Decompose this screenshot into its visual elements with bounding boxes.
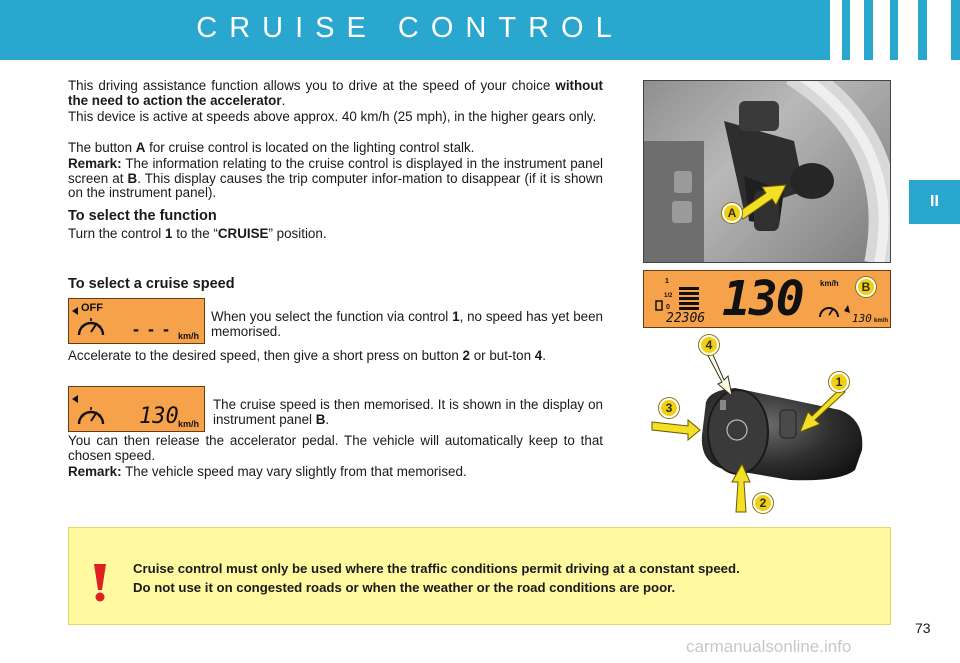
panel-main-speed: 130 xyxy=(722,271,803,327)
speed-text-2 xyxy=(68,349,603,364)
section-heading: To select a cruise speed xyxy=(68,276,235,292)
intro-paragraph-3 xyxy=(68,141,603,156)
steering-column-photo xyxy=(643,80,891,263)
instrument-panel-display xyxy=(643,270,891,328)
body-text: ” position. xyxy=(268,226,327,241)
no-speed-dashes: - - - xyxy=(133,319,171,339)
display-memorised-panel xyxy=(68,386,205,432)
odometer: 22306 xyxy=(666,311,706,326)
body-emphasis: 4 xyxy=(534,348,543,363)
header-stripe xyxy=(927,0,951,60)
body-emphasis: CRUISE xyxy=(217,226,269,241)
body-text: The cruise speed is then memorised. It is shown in the display on instrument panel xyxy=(213,397,603,427)
intro-text: The button xyxy=(68,140,136,155)
fuel-label-empty: 0 xyxy=(666,304,670,311)
intro-text: for cruise control is located on the lighting control stalk. xyxy=(145,140,475,155)
callout-4: 4 xyxy=(699,335,719,355)
body-text: Turn the control xyxy=(68,226,166,241)
speed-text-3 xyxy=(213,398,603,427)
exclamation-warning-icon xyxy=(85,562,115,602)
chapter-tab: II xyxy=(909,180,960,224)
body-text: When you select the function via control xyxy=(211,309,453,324)
body-text: to the “ xyxy=(172,226,218,241)
body-emphasis: 2 xyxy=(462,348,470,363)
fuel-label-half: 1/2 xyxy=(664,293,673,299)
speed-text-1 xyxy=(211,310,603,339)
callout-3: 3 xyxy=(659,398,679,418)
header-stripe xyxy=(898,0,918,60)
body-emphasis: 1 xyxy=(452,309,460,324)
memorised-speed: 130 xyxy=(139,404,179,429)
speed-remark xyxy=(68,465,603,480)
callout-2: 2 xyxy=(753,493,773,513)
body-text: . xyxy=(325,411,330,427)
speed-unit: km/h xyxy=(178,419,200,429)
display-off-panel xyxy=(68,298,205,344)
callout-1: 1 xyxy=(829,372,849,392)
panel-cruise-speed: 130 xyxy=(852,312,872,325)
intro-emphasis: without the need to action the accelerator xyxy=(68,78,603,108)
header-stripe xyxy=(850,0,864,60)
body-text: or but-ton xyxy=(469,348,535,363)
body-emphasis: B xyxy=(315,411,326,427)
intro-paragraph-2: This device is active at speeds above approx. 40 km/h (25 mph), in the higher gears only. xyxy=(68,109,597,124)
remark-label: Remark: xyxy=(68,464,122,479)
warning-box xyxy=(68,527,891,625)
panel-speed-unit: km/h xyxy=(820,279,839,288)
page-number: 73 xyxy=(915,620,931,636)
intro-emphasis: A xyxy=(135,140,146,155)
intro-text: . This display causes the trip computer infor-mation to disappear (if it is shown on the instrument panel). xyxy=(68,170,603,200)
header-stripe xyxy=(873,0,890,60)
remark-label: Remark: xyxy=(68,156,122,171)
body-emphasis: 1 xyxy=(165,226,173,241)
intro-emphasis: B xyxy=(127,170,138,186)
body-text: Accelerate to the desired speed, then give a short press on button xyxy=(68,348,463,363)
panel-cruise-unit: km/h xyxy=(874,318,889,324)
watermark: carmanualsonline.info xyxy=(686,637,852,656)
body-text: , no speed has yet been memorised. xyxy=(211,309,603,339)
intro-text: . xyxy=(281,92,286,108)
warning-line-2: Do not use it on congested roads or when the weather or the road conditions are poor. xyxy=(133,580,676,595)
select-function-text xyxy=(68,227,603,242)
intro-remark xyxy=(68,157,603,201)
callout-a: A xyxy=(722,203,742,223)
callout-b: B xyxy=(856,277,876,297)
body-text: . xyxy=(542,348,546,363)
body-text: The vehicle speed may vary slightly from that memorised. xyxy=(121,464,467,479)
speed-unit: km/h xyxy=(178,331,200,341)
header-stripe xyxy=(830,0,842,60)
speed-text-4: You can then release the accelerator pedal. The vehicle will automatically keep to that chosen speed. xyxy=(68,433,603,463)
intro-text: The information relating to the cruise control is displayed in the instrument panel screen at xyxy=(68,156,603,186)
fuel-label-full: 1 xyxy=(665,278,669,285)
page-title: CRUISE CONTROL xyxy=(196,12,624,44)
intro-paragraph-1 xyxy=(68,79,603,108)
section-heading: To select the function xyxy=(68,208,217,224)
arrow-icon xyxy=(644,81,891,263)
warning-line-1: Cruise control must only be used where the traffic conditions permit driving at a constant speed. xyxy=(133,561,740,576)
intro-text: This driving assistance function allows you to drive at the speed of your choice xyxy=(68,78,556,93)
page-header xyxy=(0,0,960,60)
off-label: OFF xyxy=(81,302,103,314)
